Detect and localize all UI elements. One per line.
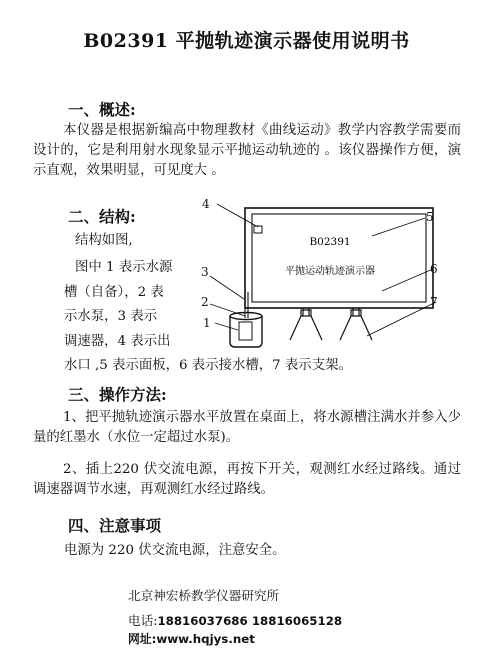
stands [290, 308, 372, 340]
section1-heading: 一、概述: [68, 100, 136, 119]
phone-label: 电话: [128, 613, 158, 628]
label-3: 3 [201, 265, 209, 279]
phone-numbers: 18816037686 18816065128 [157, 614, 343, 628]
structure-line-5: 调速器，4 表示出 [64, 334, 171, 349]
section2-heading: 二、结构: [68, 207, 136, 226]
organization-name: 北京神宏桥教学仪器研究所 [128, 588, 280, 603]
structure-line-3: 槽（自备），2 表 [64, 285, 164, 300]
label-4: 4 [202, 197, 210, 211]
website-line [128, 628, 255, 647]
label-2: 2 [201, 295, 209, 309]
label-6: 6 [430, 262, 438, 276]
label-5: 5 [426, 210, 434, 224]
structure-line-4: 示水泵，3 表示 [64, 309, 158, 324]
structure-line-1: 结构如图, [75, 233, 133, 248]
section4-heading: 四、注意事项 [68, 516, 162, 535]
website-label: 网址: [128, 632, 157, 646]
structure-line-2: 图中 1 表示水源 [75, 260, 173, 275]
label-1: 1 [203, 316, 211, 330]
operation-step-1: 1、把平抛轨迹演示器水平放置在桌面上，将水源槽注满水并参入少量的红墨水（水位一定超过水泵)。 [33, 410, 461, 445]
section1-paragraph: 本仪器是根据新编高中物理教材《曲线运动》教学内容教学需要而设计的，它是利用射水现象显示平抛运动轨迹的 。该仪器操作方便，演示直观，效果明显，可见度大 。 [33, 123, 461, 178]
panel-name: 平抛运动轨迹演示器 [285, 266, 375, 277]
panel-code: B02391 [309, 236, 351, 248]
water-pipe [245, 292, 248, 318]
panel [245, 208, 433, 308]
safety-note: 电源为 220 伏交流电源，注意安全。 [64, 543, 286, 558]
structure-last-line: 水口 ,5 表示面板，6 表示接水槽，7 表示支架。 [64, 358, 352, 373]
water-source-tank [230, 313, 262, 348]
structure-diagram [190, 196, 450, 356]
website-url[interactable]: www.hqjys.net [156, 632, 255, 646]
phone-line [128, 610, 342, 629]
water-outlet [254, 226, 262, 233]
document-title: B02391 平抛轨迹演示器使用说明书 [83, 30, 410, 52]
section3-heading: 三、操作方法: [68, 385, 167, 404]
operation-step-2: 2、插上220 伏交流电源，再按下开关，观测红水经过路线。通过调速器调节水速，再观测红水经过路线。 [33, 462, 461, 497]
label-7: 7 [430, 295, 438, 309]
